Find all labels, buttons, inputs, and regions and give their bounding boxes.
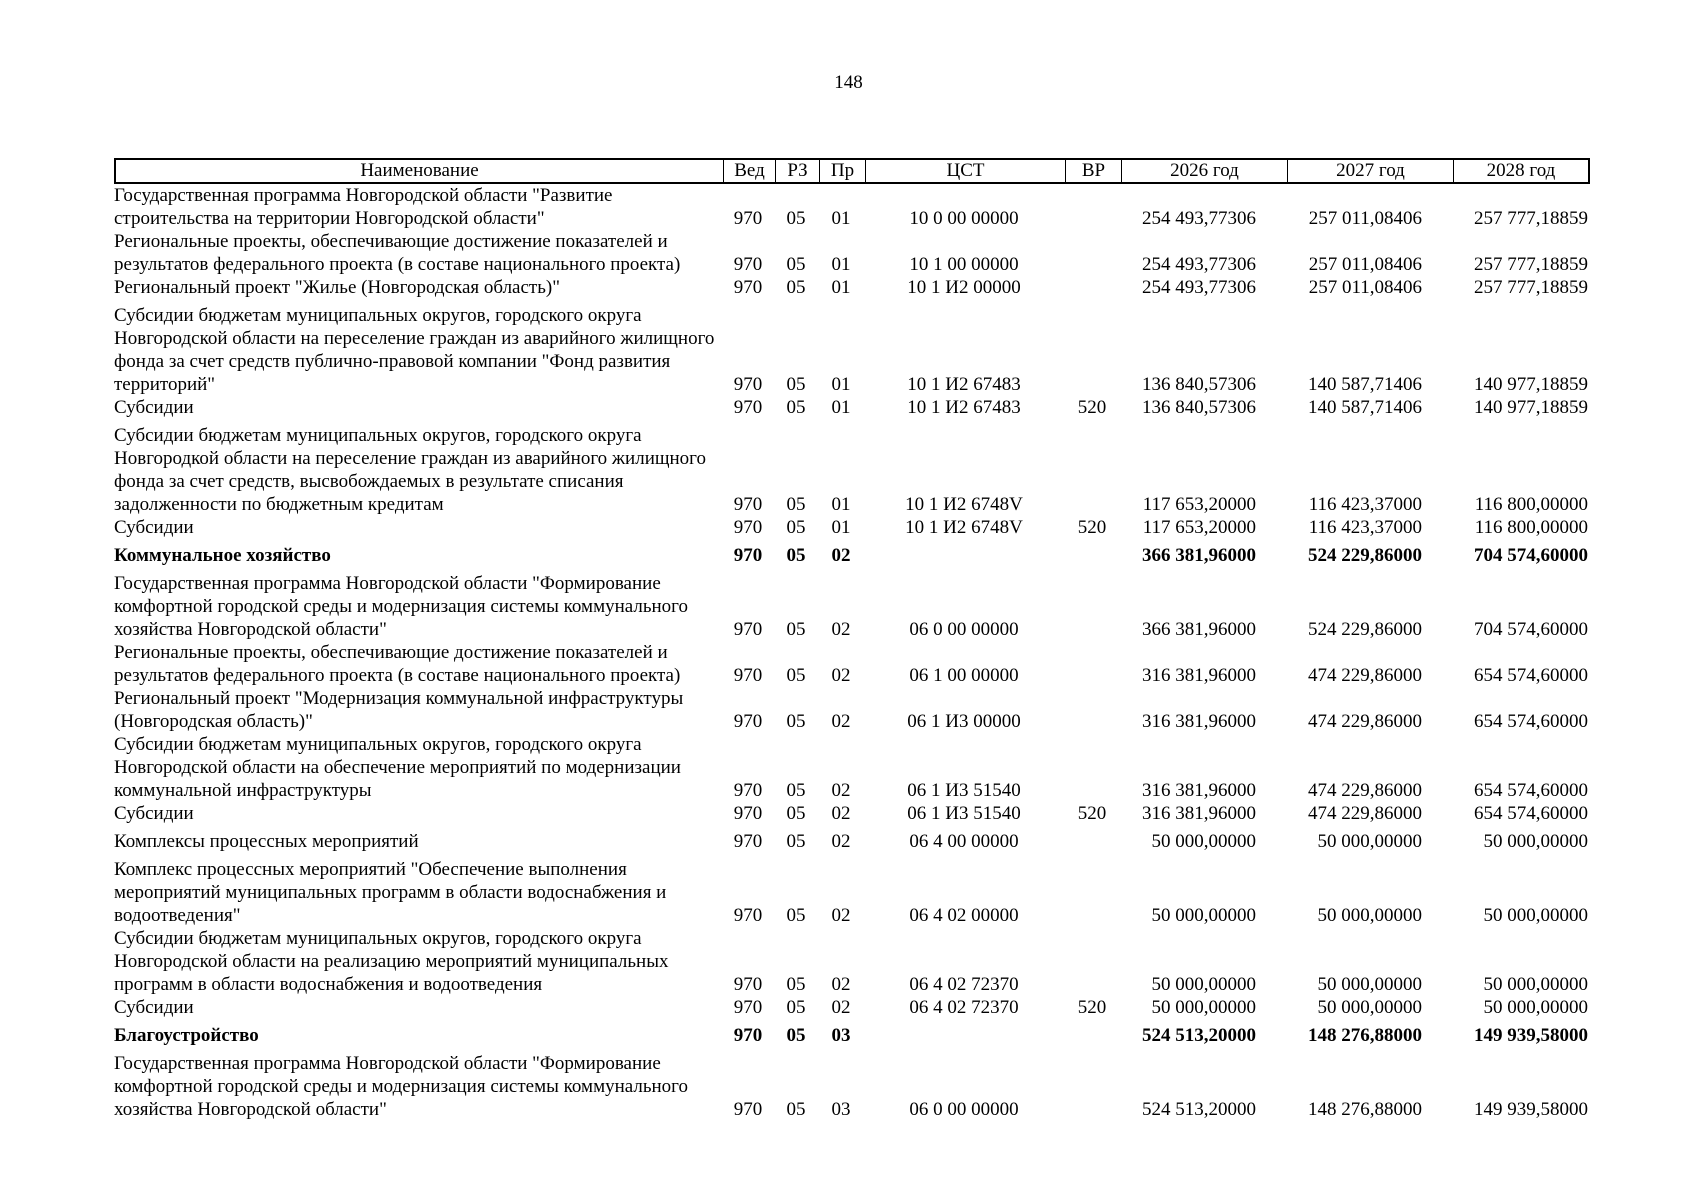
cell-rz: 05 [786, 1025, 806, 1046]
cell-y2026: 136 840,57306 [1142, 374, 1256, 395]
cell-y2026: 316 381,96000 [1142, 711, 1256, 732]
cell-y2027: 524 229,86000 [1308, 545, 1422, 566]
cell-y2027: 50 000,00000 [1317, 974, 1422, 995]
cell-y2028: 654 574,60000 [1474, 780, 1588, 801]
cell-y2027: 148 276,88000 [1308, 1025, 1422, 1046]
cell-pr: 02 [831, 974, 851, 995]
cell-y2026: 316 381,96000 [1142, 665, 1256, 686]
cell-rz: 05 [786, 619, 806, 640]
table-row [114, 184, 1590, 230]
cell-cst: 06 1 И3 51540 [907, 803, 1021, 824]
cell-y2028: 50 000,00000 [1483, 974, 1588, 995]
cell-cst: 06 4 00 00000 [909, 831, 1019, 852]
cell-pr: 02 [831, 711, 851, 732]
row-name: Субсидии бюджетам муниципальных округов, городского округа Новгородкой области на переселение граждан из аварийного жилищного фонда за счет средств, высвобождаемых в результате списания задолженности по бюджетным кредитам [114, 425, 706, 515]
cell-cst: 10 0 00 00000 [909, 208, 1019, 229]
row-name: Региональный проект "Модернизация коммунальной инфраструктуры (Новгородская область)" [114, 688, 684, 732]
cell-y2027: 474 229,86000 [1308, 711, 1422, 732]
cell-y2028: 140 977,18859 [1474, 397, 1588, 418]
cell-y2027: 50 000,00000 [1317, 905, 1422, 926]
cell-pr: 02 [831, 665, 851, 686]
table-row [114, 396, 1590, 419]
cell-y2027: 50 000,00000 [1317, 831, 1422, 852]
cell-vr: 520 [1077, 517, 1107, 538]
table-row [114, 996, 1590, 1019]
cell-rz: 05 [786, 545, 806, 566]
cell-y2026: 50 000,00000 [1151, 831, 1256, 852]
cell-y2026: 254 493,77306 [1142, 208, 1256, 229]
cell-ved: 970 [733, 1099, 763, 1120]
cell-cst: 10 1 И2 00000 [907, 277, 1021, 298]
table-row [114, 858, 1590, 927]
cell-y2026: 524 513,20000 [1142, 1025, 1256, 1046]
cell-pr: 02 [831, 619, 851, 640]
col-header-ved: Вед [724, 160, 776, 182]
cell-y2028: 654 574,60000 [1474, 711, 1588, 732]
cell-rz: 05 [786, 254, 806, 275]
cell-y2028: 149 939,58000 [1474, 1025, 1588, 1046]
cell-pr: 01 [831, 397, 851, 418]
cell-y2028: 704 574,60000 [1474, 619, 1588, 640]
cell-rz: 05 [786, 780, 806, 801]
cell-y2028: 654 574,60000 [1474, 803, 1588, 824]
cell-ved: 970 [733, 831, 763, 852]
cell-y2026: 254 493,77306 [1142, 254, 1256, 275]
cell-y2026: 316 381,96000 [1142, 780, 1256, 801]
table-header [114, 158, 1590, 184]
cell-ved: 970 [733, 803, 763, 824]
cell-pr: 02 [831, 831, 851, 852]
cell-vr: 520 [1077, 397, 1107, 418]
cell-rz: 05 [786, 831, 806, 852]
table-row [114, 544, 1590, 567]
table-row [114, 687, 1590, 733]
cell-cst: 06 4 02 72370 [909, 997, 1019, 1018]
cell-y2027: 474 229,86000 [1308, 803, 1422, 824]
col-header-pr: Пр [820, 160, 866, 182]
cell-y2027: 474 229,86000 [1308, 665, 1422, 686]
table-row [114, 230, 1590, 276]
cell-cst: 10 1 И2 6748V [905, 517, 1023, 538]
row-name: Государственная программа Новгородской области "Развитие строительства на территории Новгородской области" [114, 185, 613, 229]
cell-ved: 970 [733, 974, 763, 995]
cell-rz: 05 [786, 374, 806, 395]
cell-y2026: 50 000,00000 [1151, 974, 1256, 995]
row-name: Региональные проекты, обеспечивающие достижение показателей и результатов федерального проекта (в составе национального проекта) [114, 231, 681, 275]
table-row [114, 641, 1590, 687]
table-row [114, 830, 1590, 853]
col-header-2027: 2027 год [1288, 160, 1454, 182]
cell-pr: 01 [831, 494, 851, 515]
row-name: Субсидии [114, 803, 194, 824]
table-row [114, 802, 1590, 825]
cell-y2028: 654 574,60000 [1474, 665, 1588, 686]
cell-ved: 970 [733, 1025, 763, 1046]
row-name: Комплексы процессных мероприятий [114, 831, 419, 852]
cell-pr: 01 [831, 374, 851, 395]
cell-y2026: 117 653,20000 [1142, 517, 1256, 538]
col-header-rz: РЗ [776, 160, 820, 182]
cell-ved: 970 [733, 254, 763, 275]
cell-rz: 05 [786, 397, 806, 418]
col-header-vr: ВР [1066, 160, 1122, 182]
cell-ved: 970 [733, 517, 763, 538]
cell-cst: 10 1 И2 67483 [907, 374, 1021, 395]
table-row [114, 304, 1590, 396]
cell-rz: 05 [786, 997, 806, 1018]
row-name: Субсидии бюджетам муниципальных округов, городского округа Новгородской области на переселение граждан из аварийного жилищного фонда за счет средств публично-правовой компании "Фонд развития территорий" [114, 305, 715, 395]
cell-y2028: 50 000,00000 [1483, 997, 1588, 1018]
cell-y2027: 140 587,71406 [1308, 374, 1422, 395]
table-row [114, 1052, 1590, 1121]
col-header-2028: 2028 год [1486, 160, 1556, 181]
cell-y2026: 136 840,57306 [1142, 397, 1256, 418]
row-name: Региональные проекты, обеспечивающие достижение показателей и результатов федерального проекта (в составе национального проекта) [114, 642, 681, 686]
cell-ved: 970 [733, 905, 763, 926]
cell-y2028: 257 777,18859 [1474, 254, 1588, 275]
cell-pr: 03 [831, 1025, 851, 1046]
cell-ved: 970 [733, 997, 763, 1018]
cell-vr: 520 [1077, 997, 1107, 1018]
cell-y2026: 524 513,20000 [1142, 1099, 1256, 1120]
cell-ved: 970 [733, 277, 763, 298]
row-name: Субсидии [114, 397, 194, 418]
row-name: Субсидии [114, 517, 194, 538]
cell-y2027: 116 423,37000 [1308, 517, 1422, 538]
cell-y2027: 50 000,00000 [1317, 997, 1422, 1018]
table-row [114, 572, 1590, 641]
cell-y2026: 254 493,77306 [1142, 277, 1256, 298]
cell-y2026: 316 381,96000 [1142, 803, 1256, 824]
cell-cst: 10 1 И2 6748V [905, 494, 1023, 515]
cell-cst: 06 1 И3 00000 [907, 711, 1021, 732]
col-header-2026: 2026 год [1122, 160, 1288, 182]
cell-cst: 06 0 00 00000 [909, 619, 1019, 640]
row-name: Коммунальное хозяйство [114, 545, 331, 566]
cell-pr: 02 [831, 780, 851, 801]
cell-pr: 01 [831, 517, 851, 538]
row-name: Благоустройство [114, 1025, 259, 1046]
cell-cst: 06 1 00 00000 [909, 665, 1019, 686]
cell-y2026: 50 000,00000 [1151, 905, 1256, 926]
table-row [114, 516, 1590, 539]
cell-y2026: 366 381,96000 [1142, 619, 1256, 640]
row-name: Региональный проект "Жилье (Новгородская область)" [114, 277, 560, 298]
cell-rz: 05 [786, 208, 806, 229]
cell-pr: 01 [831, 208, 851, 229]
cell-ved: 970 [733, 711, 763, 732]
cell-y2027: 116 423,37000 [1308, 494, 1422, 515]
col-header-cst: ЦСТ [866, 160, 1066, 182]
table-row [114, 927, 1590, 996]
cell-pr: 02 [831, 905, 851, 926]
row-name: Субсидии бюджетам муниципальных округов, городского округа Новгородской области на обеспечение мероприятий по модернизации коммунальной инфраструктуры [114, 734, 681, 801]
cell-cst: 06 0 00 00000 [909, 1099, 1019, 1120]
cell-rz: 05 [786, 494, 806, 515]
cell-y2026: 50 000,00000 [1151, 997, 1256, 1018]
cell-y2027: 140 587,71406 [1308, 397, 1422, 418]
cell-cst: 06 4 02 00000 [909, 905, 1019, 926]
cell-y2028: 257 777,18859 [1474, 277, 1588, 298]
cell-y2028: 149 939,58000 [1474, 1099, 1588, 1120]
row-name: Государственная программа Новгородской области "Формирование комфортной городской среды и модернизация системы коммунального хозяйства Новгородской области" [114, 1053, 688, 1120]
cell-ved: 970 [733, 619, 763, 640]
row-name: Государственная программа Новгородской области "Формирование комфортной городской среды и модернизация системы коммунального хозяйства Новгородской области" [114, 573, 688, 640]
cell-ved: 970 [733, 545, 763, 566]
table-row [114, 733, 1590, 802]
cell-pr: 02 [831, 803, 851, 824]
cell-rz: 05 [786, 665, 806, 686]
cell-y2028: 50 000,00000 [1483, 831, 1588, 852]
cell-y2027: 257 011,08406 [1308, 277, 1422, 298]
cell-ved: 970 [733, 494, 763, 515]
cell-y2027: 257 011,08406 [1308, 254, 1422, 275]
cell-y2028: 257 777,18859 [1474, 208, 1588, 229]
cell-rz: 05 [786, 1099, 806, 1120]
cell-y2028: 116 800,00000 [1474, 494, 1588, 515]
cell-rz: 05 [786, 711, 806, 732]
cell-ved: 970 [733, 397, 763, 418]
cell-cst: 10 1 И2 67483 [907, 397, 1021, 418]
cell-y2028: 704 574,60000 [1474, 545, 1588, 566]
cell-ved: 970 [733, 208, 763, 229]
cell-pr: 02 [831, 997, 851, 1018]
table-row [114, 276, 1590, 299]
cell-rz: 05 [786, 905, 806, 926]
cell-ved: 970 [733, 780, 763, 801]
cell-y2026: 366 381,96000 [1142, 545, 1256, 566]
cell-pr: 03 [831, 1099, 851, 1120]
cell-ved: 970 [733, 665, 763, 686]
cell-y2026: 117 653,20000 [1142, 494, 1256, 515]
cell-cst: 10 1 00 00000 [909, 254, 1019, 275]
cell-vr: 520 [1077, 803, 1107, 824]
row-name: Комплекс процессных мероприятий "Обеспечение выполнения мероприятий муниципальных программ в области водоснабжения и водоотведения" [114, 859, 667, 926]
cell-y2027: 148 276,88000 [1308, 1099, 1422, 1120]
cell-y2028: 140 977,18859 [1474, 374, 1588, 395]
cell-y2028: 116 800,00000 [1474, 517, 1588, 538]
col-header-name: Наименование [116, 160, 724, 182]
cell-rz: 05 [786, 277, 806, 298]
table-row [114, 1024, 1590, 1047]
cell-y2027: 257 011,08406 [1308, 208, 1422, 229]
cell-y2027: 474 229,86000 [1308, 780, 1422, 801]
cell-pr: 02 [831, 545, 851, 566]
row-name: Субсидии [114, 997, 194, 1018]
cell-ved: 970 [733, 374, 763, 395]
cell-pr: 01 [831, 254, 851, 275]
cell-rz: 05 [786, 974, 806, 995]
table-row [114, 424, 1590, 516]
cell-rz: 05 [786, 803, 806, 824]
page-number: 148 [834, 72, 863, 93]
cell-y2028: 50 000,00000 [1483, 905, 1588, 926]
cell-y2027: 524 229,86000 [1308, 619, 1422, 640]
cell-cst: 06 4 02 72370 [909, 974, 1019, 995]
cell-pr: 01 [831, 277, 851, 298]
cell-cst: 06 1 И3 51540 [907, 780, 1021, 801]
row-name: Субсидии бюджетам муниципальных округов, городского округа Новгородской области на реализацию мероприятий муниципальных программ в области водоснабжения и водоотведения [114, 928, 669, 995]
cell-rz: 05 [786, 517, 806, 538]
